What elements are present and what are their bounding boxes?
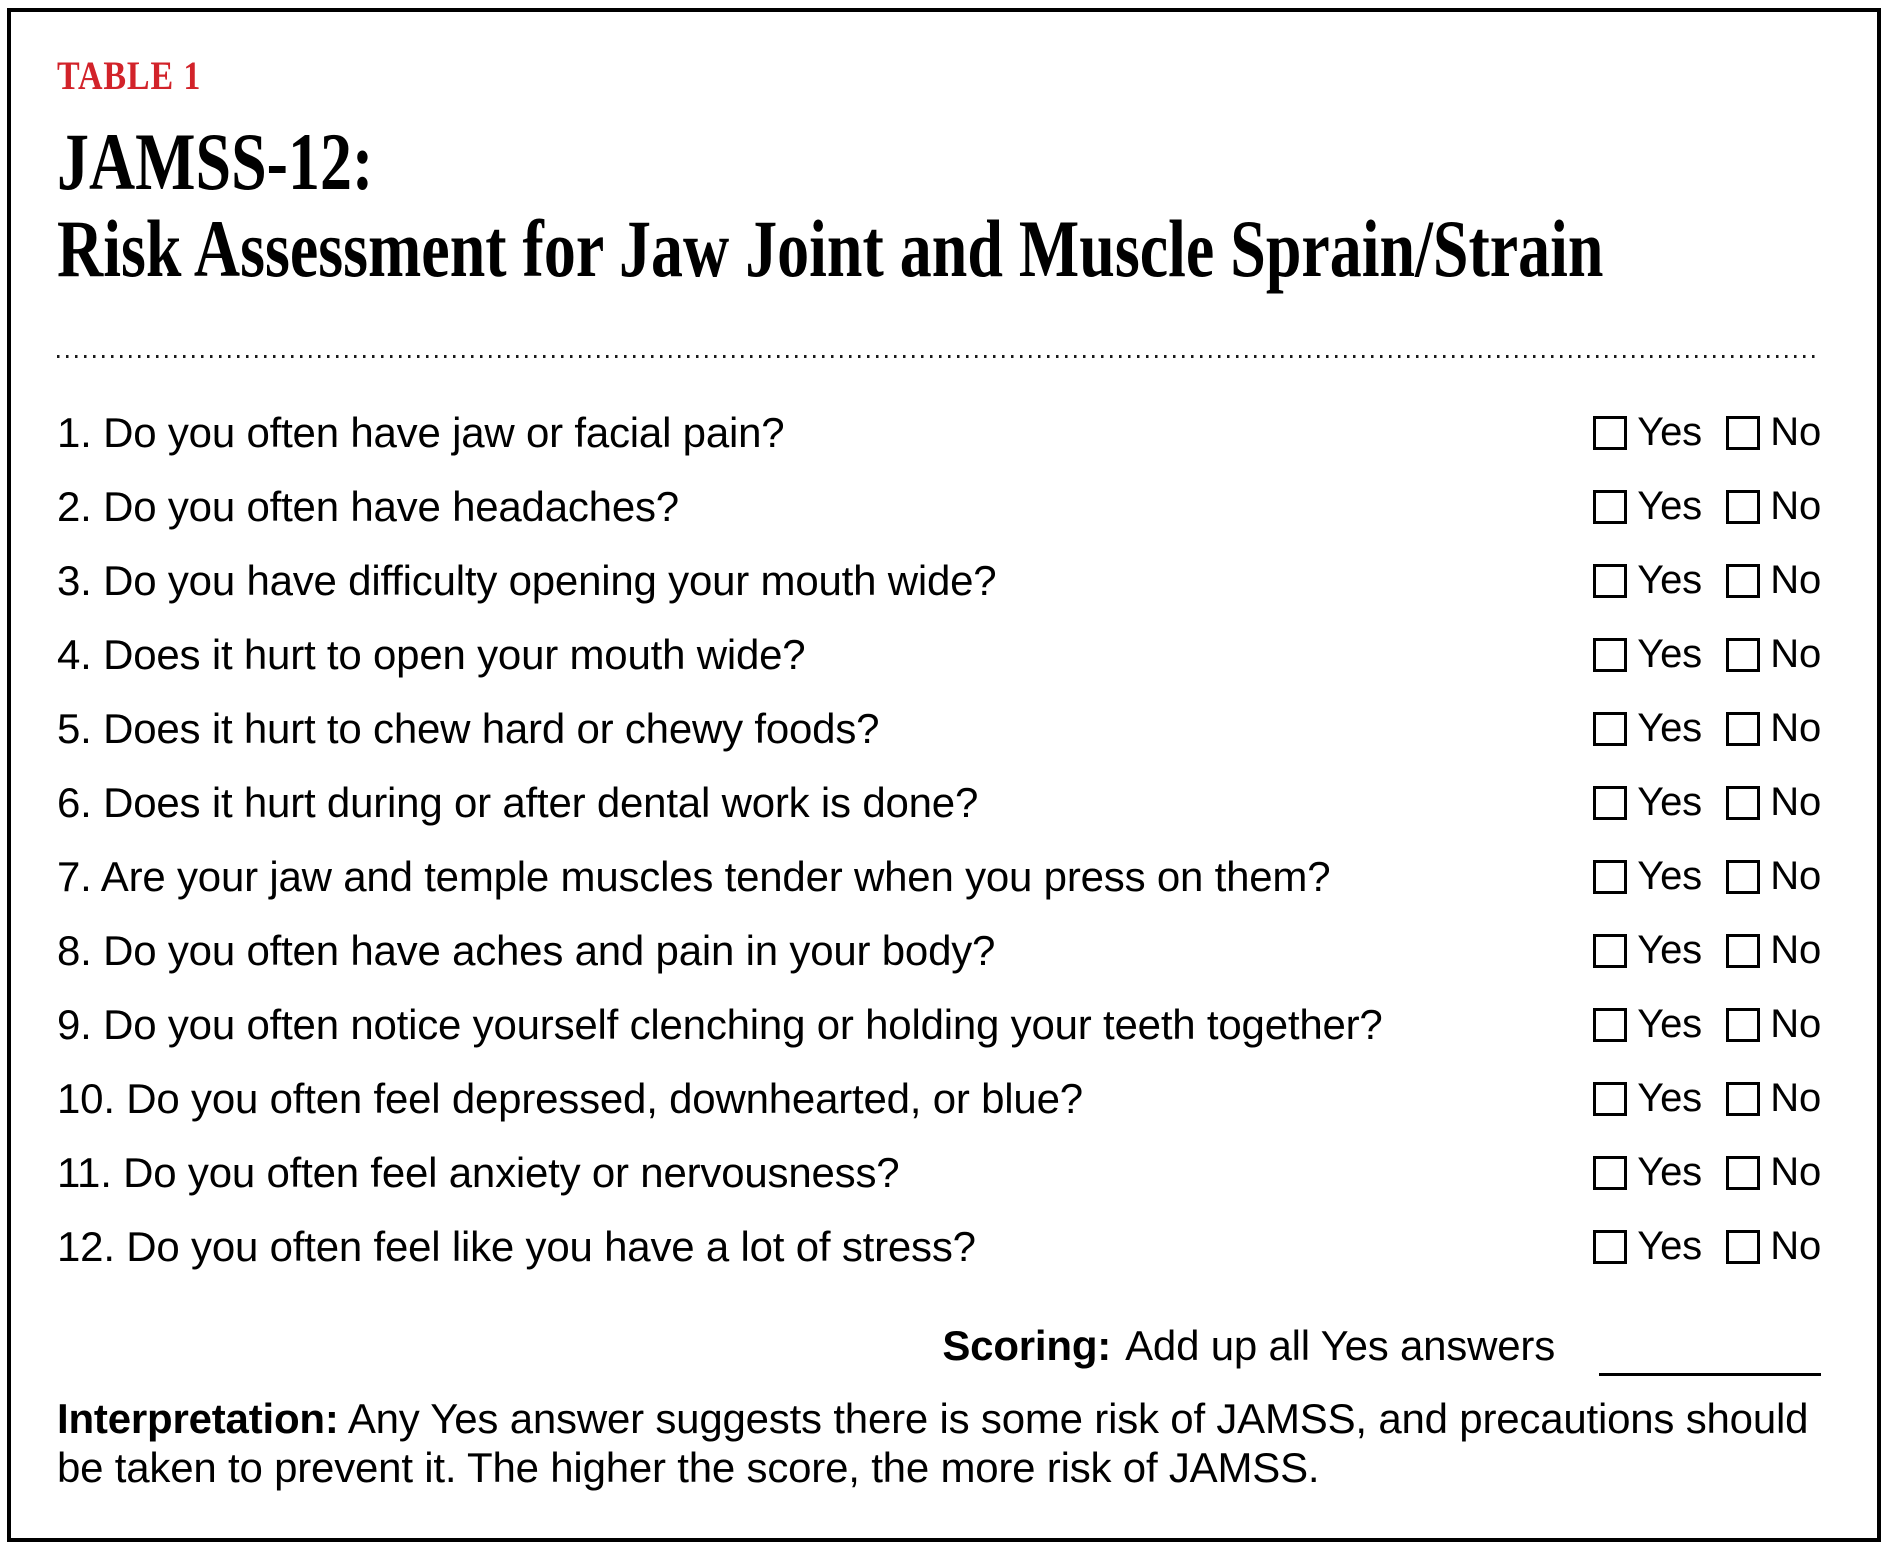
no-label: No bbox=[1770, 410, 1821, 455]
question-row bbox=[57, 840, 1821, 914]
scoring-row bbox=[57, 1322, 1821, 1370]
question-text: 6. Does it hurt during or after dental work is done? bbox=[57, 778, 979, 826]
question-row bbox=[57, 396, 1821, 470]
answer-options bbox=[1593, 928, 1821, 973]
yes-label: Yes bbox=[1637, 558, 1702, 603]
answer-options bbox=[1593, 1076, 1821, 1121]
question-text: 1. Do you often have jaw or facial pain? bbox=[57, 408, 785, 456]
yes-label: Yes bbox=[1637, 706, 1702, 751]
yes-label: Yes bbox=[1637, 1150, 1702, 1195]
no-label: No bbox=[1770, 854, 1821, 899]
title-line-1: JAMSS-12: bbox=[57, 116, 374, 207]
question-row bbox=[57, 618, 1821, 692]
interpretation bbox=[57, 1394, 1821, 1492]
no-label: No bbox=[1770, 1224, 1821, 1269]
no-label: No bbox=[1770, 632, 1821, 677]
question-text: 12. Do you often feel like you have a lot of stress? bbox=[57, 1222, 976, 1270]
no-label: No bbox=[1770, 484, 1821, 529]
question-row bbox=[57, 766, 1821, 840]
scoring-text: Add up all Yes answers bbox=[1125, 1321, 1555, 1369]
question-row bbox=[57, 988, 1821, 1062]
question-text: 11. Do you often feel anxiety or nervousness? bbox=[57, 1148, 900, 1196]
no-label: No bbox=[1770, 1002, 1821, 1047]
yes-checkbox[interactable] bbox=[1593, 1156, 1627, 1190]
answer-options bbox=[1593, 632, 1821, 677]
question-row bbox=[57, 1136, 1821, 1210]
question-text: 2. Do you often have headaches? bbox=[57, 482, 679, 530]
answer-options bbox=[1593, 854, 1821, 899]
no-checkbox[interactable] bbox=[1726, 1082, 1760, 1116]
table-card bbox=[7, 8, 1881, 1542]
yes-checkbox[interactable] bbox=[1593, 564, 1627, 598]
answer-options bbox=[1593, 410, 1821, 455]
yes-checkbox[interactable] bbox=[1593, 712, 1627, 746]
no-label: No bbox=[1770, 558, 1821, 603]
question-row bbox=[57, 470, 1821, 544]
question-text: 9. Do you often notice yourself clenching or holding your teeth together? bbox=[57, 1000, 1383, 1048]
yes-label: Yes bbox=[1637, 410, 1702, 455]
answer-options bbox=[1593, 484, 1821, 529]
table-number-label: TABLE 1 bbox=[57, 53, 202, 98]
no-label: No bbox=[1770, 780, 1821, 825]
interpretation-label: Interpretation: bbox=[57, 1394, 339, 1442]
yes-label: Yes bbox=[1637, 1076, 1702, 1121]
question-row bbox=[57, 914, 1821, 988]
yes-checkbox[interactable] bbox=[1593, 786, 1627, 820]
no-checkbox[interactable] bbox=[1726, 1008, 1760, 1042]
answer-options bbox=[1593, 780, 1821, 825]
dotted-divider bbox=[57, 355, 1821, 358]
yes-label: Yes bbox=[1637, 484, 1702, 529]
question-text: 10. Do you often feel depressed, downhearted, or blue? bbox=[57, 1074, 1083, 1122]
no-checkbox[interactable] bbox=[1726, 490, 1760, 524]
yes-label: Yes bbox=[1637, 1224, 1702, 1269]
no-label: No bbox=[1770, 706, 1821, 751]
yes-label: Yes bbox=[1637, 780, 1702, 825]
scoring-label: Scoring: bbox=[942, 1321, 1112, 1369]
no-checkbox[interactable] bbox=[1726, 638, 1760, 672]
answer-options bbox=[1593, 558, 1821, 603]
yes-checkbox[interactable] bbox=[1593, 860, 1627, 894]
no-checkbox[interactable] bbox=[1726, 416, 1760, 450]
no-checkbox[interactable] bbox=[1726, 1230, 1760, 1264]
question-row bbox=[57, 1062, 1821, 1136]
no-checkbox[interactable] bbox=[1726, 934, 1760, 968]
question-text: 8. Do you often have aches and pain in your body? bbox=[57, 926, 996, 974]
question-text: 7. Are your jaw and temple muscles tender when you press on them? bbox=[57, 852, 1331, 900]
yes-checkbox[interactable] bbox=[1593, 1008, 1627, 1042]
no-label: No bbox=[1770, 1076, 1821, 1121]
yes-label: Yes bbox=[1637, 632, 1702, 677]
yes-checkbox[interactable] bbox=[1593, 934, 1627, 968]
question-row bbox=[57, 544, 1821, 618]
yes-label: Yes bbox=[1637, 1002, 1702, 1047]
question-text: 5. Does it hurt to chew hard or chewy foods? bbox=[57, 704, 880, 752]
no-checkbox[interactable] bbox=[1726, 860, 1760, 894]
yes-checkbox[interactable] bbox=[1593, 1230, 1627, 1264]
no-checkbox[interactable] bbox=[1726, 1156, 1760, 1190]
no-checkbox[interactable] bbox=[1726, 712, 1760, 746]
no-label: No bbox=[1770, 928, 1821, 973]
yes-checkbox[interactable] bbox=[1593, 490, 1627, 524]
question-row bbox=[57, 1210, 1821, 1284]
answer-options bbox=[1593, 706, 1821, 751]
questions-list bbox=[57, 396, 1821, 1284]
answer-options bbox=[1593, 1150, 1821, 1195]
answer-options bbox=[1593, 1002, 1821, 1047]
question-text: 4. Does it hurt to open your mouth wide? bbox=[57, 630, 806, 678]
no-checkbox[interactable] bbox=[1726, 564, 1760, 598]
page-title bbox=[57, 116, 1604, 294]
question-row bbox=[57, 692, 1821, 766]
interpretation-text: Any Yes answer suggests there is some risk of JAMSS, and precautions should be taken to prevent it. The higher the score, the more risk of JAMSS. bbox=[57, 1394, 1809, 1491]
question-text: 3. Do you have difficulty opening your mouth wide? bbox=[57, 556, 997, 604]
yes-checkbox[interactable] bbox=[1593, 416, 1627, 450]
yes-label: Yes bbox=[1637, 928, 1702, 973]
no-checkbox[interactable] bbox=[1726, 786, 1760, 820]
yes-checkbox[interactable] bbox=[1593, 1082, 1627, 1116]
yes-label: Yes bbox=[1637, 854, 1702, 899]
answer-options bbox=[1593, 1224, 1821, 1269]
yes-checkbox[interactable] bbox=[1593, 638, 1627, 672]
title-line-2: Risk Assessment for Jaw Joint and Muscle Sprain/Strain bbox=[57, 202, 1604, 294]
no-label: No bbox=[1770, 1150, 1821, 1195]
score-input-line[interactable] bbox=[1599, 1373, 1821, 1376]
